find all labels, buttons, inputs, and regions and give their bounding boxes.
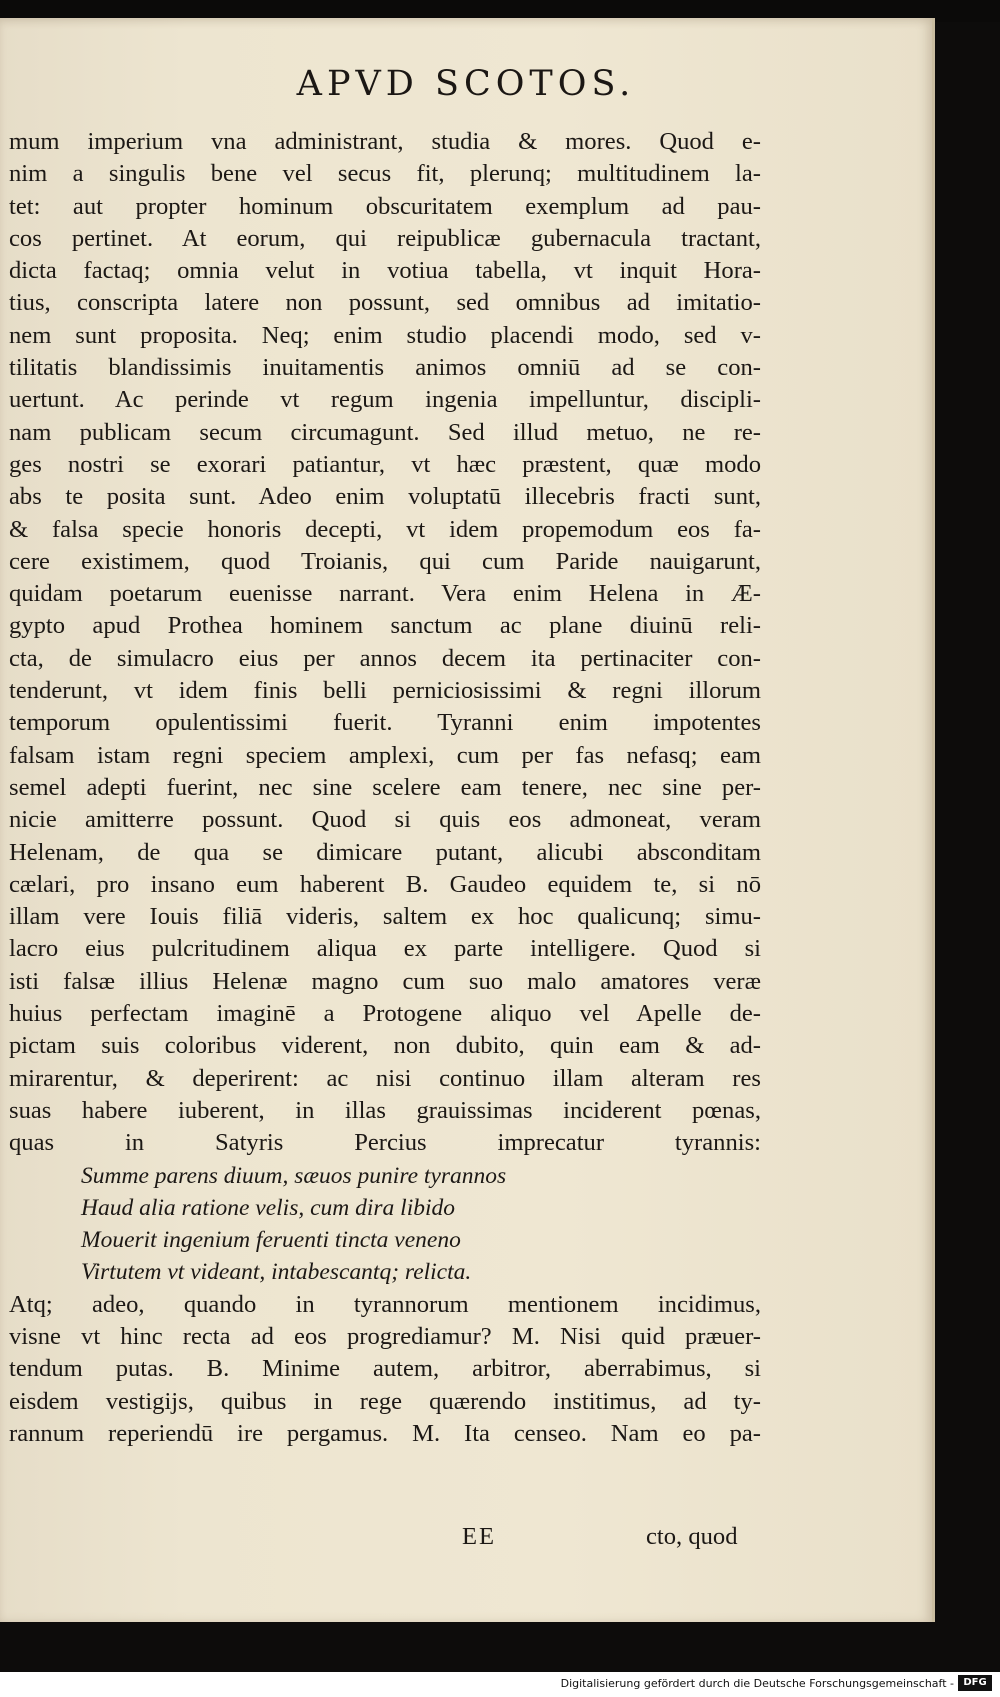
text-line: nim a singulis bene vel secus fit, plerunq; multitudinem la- — [9, 160, 761, 188]
signature-mark: EE — [462, 1523, 497, 1550]
text-line: pictam suis coloribus viderent, non dubito, quin eam & ad- — [9, 1032, 761, 1060]
text-line: cere existimem, quod Troianis, qui cum Paride nauigarunt, — [9, 547, 761, 575]
text-line: illam vere Iouis filiā videris, saltem ex hoc qualicunq; simu- — [9, 903, 761, 931]
text-line: nam publicam secum circumagunt. Sed illud metuo, ne re- — [9, 418, 761, 446]
text-line: lacro eius pulcritudinem aliqua ex parte intelligere. Quod si — [9, 935, 761, 963]
text-line: isti falsæ illius Helenæ magno cum suo malo amatores veræ — [9, 967, 761, 995]
text-line: quas in Satyris Percius imprecatur tyrannis: — [9, 1129, 761, 1157]
text-line: huius perfectam imaginē a Protogene aliquo vel Apelle de- — [9, 1000, 761, 1028]
text-line: dicta factaq; omnia velut in votiua tabella, vt inquit Hora- — [9, 257, 761, 285]
verse-line: Mouerit ingenium feruenti tincta veneno — [81, 1227, 461, 1254]
book-page — [0, 18, 935, 1622]
text-line: Atq; adeo, quando in tyrannorum mentionem incidimus, — [9, 1290, 761, 1318]
text-line: rannum reperiendū ire pergamus. M. Ita censeo. Nam eo pa- — [9, 1419, 761, 1447]
text-line: nicie amitterre possunt. Quod si quis eos admoneat, veram — [9, 806, 761, 834]
text-line: gypto apud Prothea hominem sanctum ac plane diuinū reli- — [9, 612, 761, 640]
verse-line: Summe parens diuum, sæuos punire tyrannos — [81, 1162, 507, 1189]
text-line: cta, de simulacro eius per annos decem ita pertinaciter con- — [9, 644, 761, 672]
text-line: tet: aut propter hominum obscuritatem exemplum ad pau- — [9, 192, 761, 220]
text-line: semel adepti fuerint, nec sine scelere eam tenere, nec sine per- — [9, 773, 761, 801]
text-line: nem sunt proposita. Neq; enim studio placendi modo, sed v- — [9, 321, 761, 349]
text-line: tenderunt, vt idem finis belli perniciosissimi & regni illorum — [9, 677, 761, 705]
catchword: cto, quod — [646, 1523, 738, 1550]
running-head: APVD SCOTOS. — [296, 64, 636, 104]
text-line: cælari, pro insano eum haberent B. Gaudeo equidem te, si nō — [9, 870, 761, 898]
text-line: uertunt. Ac perinde vt regum ingenia impelluntur, discipli- — [9, 386, 761, 414]
verse-line: Haud alia ratione velis, cum dira libido — [81, 1194, 456, 1221]
main-text-block — [9, 126, 761, 1450]
text-line: tilitatis blandissimis inuitamentis animos omniū ad se con- — [9, 354, 761, 382]
digitization-credit: Digitalisierung gefördert durch die Deutsche Forschungsgemeinschaft - — [560, 1677, 954, 1690]
text-line: quidam poetarum euenisse narrant. Vera enim Helena in Æ- — [9, 580, 761, 608]
text-line: tius, conscripta latere non possunt, sed omnibus ad imitatio- — [9, 289, 761, 317]
text-line: abs te posita sunt. Adeo enim voluptatū illecebris fracti sunt, — [9, 483, 761, 511]
text-line: visne vt hinc recta ad eos progrediamur? M. Nisi quid præuer- — [9, 1322, 761, 1350]
text-line: temporum opulentissimi fuerit. Tyranni enim impotentes — [9, 709, 761, 737]
text-line: suas habere iuberent, in illas grauissimas inciderent pœnas, — [9, 1096, 761, 1124]
text-line: cos pertinet. At eorum, qui reipublicæ gubernacula tractant, — [9, 224, 761, 252]
text-line: falsam istam regni speciem amplexi, cum per fas nefasq; eam — [9, 741, 761, 769]
text-line: ges nostri se exorari patiantur, vt hæc præstent, quæ modo — [9, 450, 761, 478]
text-line: Helenam, de qua se dimicare putant, alicubi absconditam — [9, 838, 761, 866]
text-line: & falsa specie honoris decepti, vt idem propemodum eos fa- — [9, 515, 761, 543]
text-line: mum imperium vna administrant, studia & mores. Quod e- — [9, 128, 761, 155]
dfg-logo: DFG — [958, 1675, 992, 1691]
text-line: tendum putas. B. Minime autem, arbitror, aberrabimus, si — [9, 1355, 761, 1383]
text-line: eisdem vestigijs, quibus in rege quærendo institimus, ad ty- — [9, 1387, 761, 1415]
verse-line: Virtutem vt videant, intabescantq; relicta. — [81, 1259, 472, 1286]
text-line: mirarentur, & deperirent: ac nisi continuo illam alteram res — [9, 1064, 761, 1092]
